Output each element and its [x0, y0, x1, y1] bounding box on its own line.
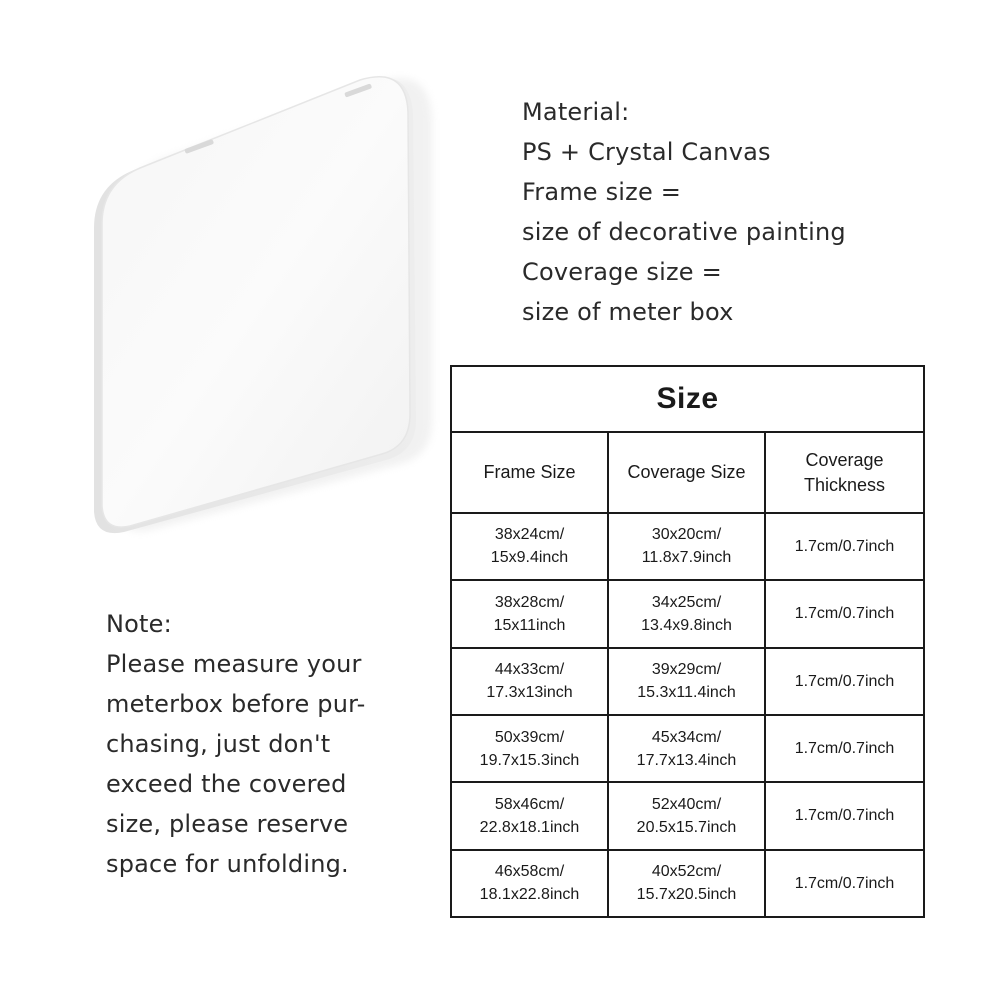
size-table-title: Size	[451, 366, 924, 432]
note-line: Please measure your	[106, 650, 362, 678]
coverage-size-cell-line: 52x40cm/	[651, 795, 722, 813]
frame-size-cell-line: 17.3x13inch	[486, 684, 573, 702]
header-coverage-size: Coverage Size	[608, 432, 765, 512]
coverage-size-cell-line: 15.7x20.5inch	[636, 886, 737, 904]
coverage-size-cell	[608, 648, 765, 715]
frame-size-cell-line: 46x58cm/	[494, 863, 565, 881]
coverage-size-cell	[608, 715, 765, 782]
thickness-cell: 1.7cm/0.7inch	[765, 580, 924, 647]
material-line: Material:	[522, 98, 630, 126]
coverage-size-cell-line: 40x52cm/	[651, 863, 722, 881]
header-coverage-thickness-label: Coverage Thickness	[803, 449, 886, 495]
thickness-cell: 1.7cm/0.7inch	[765, 850, 924, 917]
note-line: meterbox before pur-	[106, 690, 366, 718]
frame-size-cell-line: 19.7x15.3inch	[479, 751, 580, 769]
coverage-size-cell	[608, 513, 765, 580]
frame-size-cell-line: 15x9.4inch	[490, 549, 569, 567]
header-coverage-thickness	[765, 432, 924, 512]
coverage-size-cell-line: 13.4x9.8inch	[641, 616, 732, 634]
coverage-size-cell-line: 11.8x7.9inch	[641, 549, 732, 567]
size-table	[450, 365, 925, 918]
coverage-size-cell-line: 39x29cm/	[651, 661, 722, 679]
material-line: size of meter box	[522, 298, 734, 326]
thickness-cell: 1.7cm/0.7inch	[765, 782, 924, 849]
frame-size-cell	[451, 513, 608, 580]
coverage-size-cell-line: 17.7x13.4inch	[636, 751, 737, 769]
frame-size-cell	[451, 782, 608, 849]
table-row	[451, 715, 924, 782]
frame-size-cell-line: 38x28cm/	[494, 593, 565, 611]
frame-size-cell	[451, 715, 608, 782]
coverage-size-cell-line: 30x20cm/	[651, 526, 722, 544]
frame-size-cell-line: 15x11inch	[493, 616, 566, 634]
frame-size-cell	[451, 580, 608, 647]
note-line: size, please reserve	[106, 810, 349, 838]
material-line: Frame size =	[522, 178, 682, 206]
frame-size-cell-line: 58x46cm/	[494, 795, 565, 813]
coverage-size-cell-line: 20.5x15.7inch	[636, 818, 737, 836]
note-line: exceed the covered	[106, 770, 347, 798]
table-row	[451, 513, 924, 580]
note-text	[106, 604, 426, 884]
material-description	[522, 92, 942, 332]
frame-size-cell	[451, 648, 608, 715]
table-row	[451, 580, 924, 647]
note-line: chasing, just don't	[106, 730, 331, 758]
frame-size-cell	[451, 850, 608, 917]
thickness-cell: 1.7cm/0.7inch	[765, 513, 924, 580]
table-row	[451, 648, 924, 715]
note-line: space for unfolding.	[106, 850, 349, 878]
table-row	[451, 850, 924, 917]
table-row	[451, 782, 924, 849]
frame-size-cell-line: 22.8x18.1inch	[479, 818, 580, 836]
coverage-size-cell-line: 45x34cm/	[651, 728, 722, 746]
coverage-size-cell	[608, 850, 765, 917]
thickness-cell: 1.7cm/0.7inch	[765, 648, 924, 715]
material-line: PS + Crystal Canvas	[522, 138, 771, 166]
blank-white-canvas-board-image	[80, 60, 460, 540]
thickness-cell: 1.7cm/0.7inch	[765, 715, 924, 782]
coverage-size-cell-line: 34x25cm/	[651, 593, 722, 611]
coverage-size-cell-line: 15.3x11.4inch	[637, 684, 736, 702]
header-frame-size: Frame Size	[451, 432, 608, 512]
coverage-size-cell	[608, 782, 765, 849]
coverage-size-cell	[608, 580, 765, 647]
note-line: Note:	[106, 610, 172, 638]
material-line: Coverage size =	[522, 258, 722, 286]
frame-size-cell-line: 44x33cm/	[494, 661, 565, 679]
canvas-board-image	[80, 60, 460, 540]
material-line: size of decorative painting	[522, 218, 846, 246]
frame-size-cell-line: 38x24cm/	[494, 526, 565, 544]
frame-size-cell-line: 50x39cm/	[494, 728, 565, 746]
frame-size-cell-line: 18.1x22.8inch	[479, 886, 580, 904]
